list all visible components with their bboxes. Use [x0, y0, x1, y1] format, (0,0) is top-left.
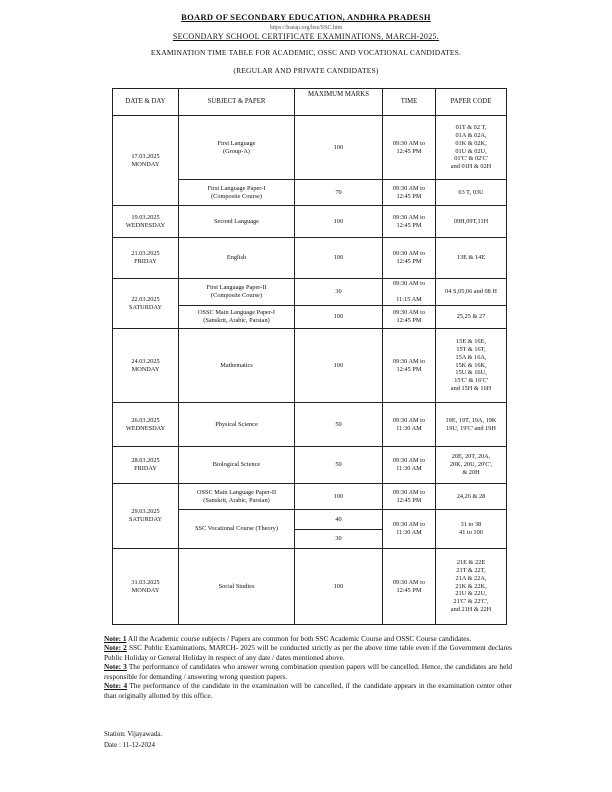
- marks-cell: 50: [295, 447, 383, 484]
- marks-cell: 100: [295, 329, 383, 403]
- marks-cell: 100: [295, 306, 383, 329]
- time-cell: 09:30 AM to 11:30 AM: [383, 447, 436, 484]
- table-row: [113, 549, 507, 625]
- code-cell: 31 to 38 41 to 100: [436, 510, 507, 549]
- code-cell: 03 T, 03U: [436, 180, 507, 206]
- subject-cell: First Language Paper-II (Composite Course): [179, 279, 295, 306]
- col-header-marks: MAXIMUM MARKS: [295, 89, 383, 116]
- marks-cell: 100: [295, 549, 383, 625]
- col-header-date: DATE & DAY: [113, 89, 179, 116]
- subject-cell: OSSC Main Language Paper-II (Sanskrit, Arabic, Parsian): [179, 484, 295, 510]
- marks-cell: 100: [295, 116, 383, 180]
- time-cell: 09:30 AM to 11:15 AM: [383, 279, 436, 306]
- note-text: All the Academic course subjects / Papers are common for both SSC Academic Course and OSSC Course candidates.: [126, 634, 472, 643]
- subject-cell: Mathematics: [179, 329, 295, 403]
- exam-title: SECONDARY SCHOOL CERTIFICATE EXAMINATIONS, MARCH-2025.: [172, 32, 440, 41]
- note-text: The performance of candidates who answer wrong combination question papers will be cancelled. Hence, the candidates are held responsible for demanding / answering wrong question papers.: [104, 662, 512, 681]
- marks-cell: 100: [295, 484, 383, 510]
- time-cell: 09:30 AM to 12:45 PM: [383, 484, 436, 510]
- board-title: BOARD OF SECONDARY EDUCATION, ANDHRA PRADESH: [181, 12, 431, 22]
- subject-cell: First Language Paper-I (Composite Course): [179, 180, 295, 206]
- table-row: [113, 484, 507, 510]
- note-text: SSC Public Examinations, MARCH- 2025 will be conducted strictly as per the above time table even if the Government declares Public Holiday or General Holiday in respect of any date / dates mentioned above.: [104, 643, 512, 662]
- table-row: [113, 116, 507, 180]
- timetable-title: EXAMINATION TIME TABLE FOR ACADEMIC, OSSC AND VOCATIONAL CANDIDATES.: [150, 48, 462, 57]
- table-row: [113, 279, 507, 306]
- subject-cell: SSC Vocational Course (Theory): [179, 510, 295, 549]
- marks-cell: 50: [295, 403, 383, 447]
- table-row: [113, 206, 507, 238]
- note-4: [104, 681, 512, 700]
- note-1: [104, 634, 512, 643]
- timetable: [112, 88, 507, 625]
- note-label: Note: 2: [104, 643, 127, 653]
- col-header-subject: SUBJECT & PAPER: [179, 89, 295, 116]
- note-text: The performance of the candidate in the examination will be cancelled, if the candidate appears in the examination center other than originally allotted by this office.: [104, 681, 512, 700]
- subject-cell: English: [179, 238, 295, 279]
- code-cell: 19E, 19T, 19A, 19K 19U, 19'C' and 19H: [436, 403, 507, 447]
- col-header-time: TIME: [383, 89, 436, 116]
- note-2: [104, 643, 512, 662]
- note-label: Note: 1: [104, 634, 127, 643]
- date-cell: 21.03.2025 FRIDAY: [113, 238, 179, 279]
- date-cell: 17.03.2025 MONDAY: [113, 116, 179, 206]
- code-cell: 21E & 22E 21T & 22T, 21A & 22A, 21K & 22K, 21U & 22U, 21'C' & 22'C', and 21H & 22H: [436, 549, 507, 625]
- date-cell: 24.03.2025 MONDAY: [113, 329, 179, 403]
- date-cell: 28.03.2025 FRIDAY: [113, 447, 179, 484]
- date-cell: 26.03.2025 WEDNESDAY: [113, 403, 179, 447]
- table-row: [113, 403, 507, 447]
- note-label: Note: 3: [104, 662, 127, 672]
- subject-cell: Second Language: [179, 206, 295, 238]
- table-row: [113, 329, 507, 403]
- date-cell: 31.03.2025 MONDAY: [113, 549, 179, 625]
- code-cell: 04 S,05,06 and 08 H: [436, 279, 507, 306]
- subject-cell: Biological Science: [179, 447, 295, 484]
- station-line: Station: Vijayawada.: [104, 730, 163, 738]
- note-label: Note: 4: [104, 681, 128, 691]
- notes-section: [104, 634, 512, 700]
- candidates-subtitle: (REGULAR AND PRIVATE CANDIDATES): [233, 66, 379, 75]
- time-cell: 09:30 AM to 12:45 PM: [383, 238, 436, 279]
- code-cell: 09H,09T,11H: [436, 206, 507, 238]
- marks-theory: 40: [295, 510, 382, 530]
- time-cell: 09:30 AM to 12:45 PM: [383, 206, 436, 238]
- note-3: [104, 662, 512, 681]
- code-cell: 24,26 & 28: [436, 484, 507, 510]
- marks-cell: 100: [295, 238, 383, 279]
- col-header-code: PAPER CODE: [436, 89, 507, 116]
- subject-cell: First Language (Group-A): [179, 116, 295, 180]
- subject-cell: Physical Science: [179, 403, 295, 447]
- time-cell: 09:30 AM to 12:45 PM: [383, 549, 436, 625]
- marks-cell: [295, 510, 383, 549]
- table-row: [113, 447, 507, 484]
- time-cell: 09:30 AM to 12:45 PM: [383, 329, 436, 403]
- time-cell: 09:30 AM to 12:45 PM: [383, 116, 436, 180]
- date-cell: 29.03.2025 SATURDAY: [113, 484, 179, 549]
- table-header-row: [113, 89, 507, 116]
- date-line: Date : 11-12-2024: [104, 741, 156, 749]
- code-cell: 15E & 16E, 15T & 16T, 15A & 16A, 15K & 16K, 15U & 16U, 15'C' & 16'C' and 15H & 16H: [436, 329, 507, 403]
- marks-cell: 100: [295, 206, 383, 238]
- time-cell: 09:30 AM to 12:45 PM: [383, 180, 436, 206]
- code-cell: 25,25 & 27: [436, 306, 507, 329]
- code-cell: 01T & 02 T, 01A & 02A, 01K & 02K, 01U & 02U, 01'C' & 02'C' and 01H & 02H: [436, 116, 507, 180]
- code-cell: 20E, 20T, 20A, 20K, 20U, 20'C', & 20H: [436, 447, 507, 484]
- table-row: [113, 238, 507, 279]
- marks-cell: 30: [295, 279, 383, 306]
- subject-cell: OSSC Main Language Paper-I (Sanskrit, Arabic, Parsian): [179, 306, 295, 329]
- subject-cell: Social Studies: [179, 549, 295, 625]
- marks-cell: 70: [295, 180, 383, 206]
- marks-practical: 30: [335, 535, 342, 542]
- source-url: https://bseap.org/bse/SSC.htm: [269, 25, 343, 31]
- code-cell: 13E & 14E: [436, 238, 507, 279]
- time-cell: 09:30 AM to 11:30 AM: [383, 403, 436, 447]
- date-cell: 19.03.2025 WEDNESDAY: [113, 206, 179, 238]
- date-cell: 22.03.2025 SATURDAY: [113, 279, 179, 329]
- time-cell: 09:30 AM to 11:30 AM: [383, 510, 436, 549]
- time-cell: 09:30 AM to 12:45 PM: [383, 306, 436, 329]
